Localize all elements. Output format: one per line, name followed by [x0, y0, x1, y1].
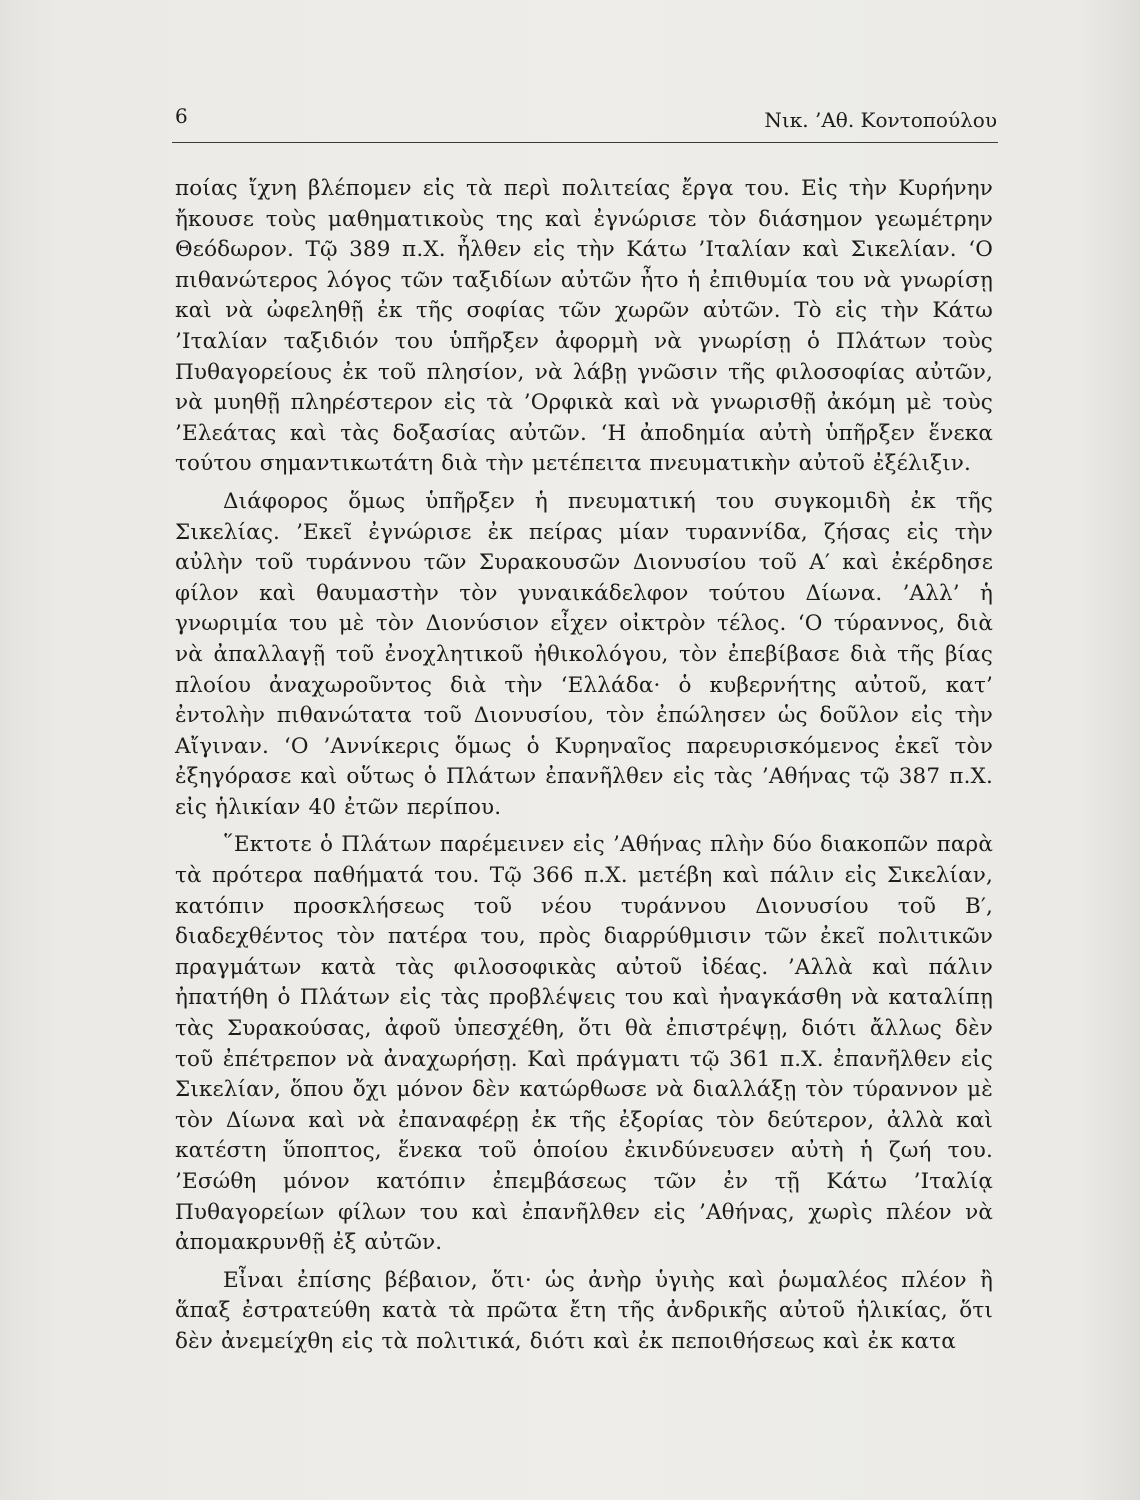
page-number: 6	[175, 104, 188, 128]
paragraph-2: Διάφορος ὅμως ὑπῆρξεν ἡ πνευματική του συγκομιδὴ ἐκ τῆς Σικελίας. ’Εκεῖ ἐγνώρισε ἐκ πείρας μίαν τυραννίδα, ζήσας εἰς τὴν αὐλὴν τοῦ τυράννου τῶν Συρακουσῶν Διονυσίου τοῦ Α′ καὶ ἐκέρδησε φίλον καὶ θαυμαστὴν τὸν γυναικάδελφον τούτου Δίωνα. ’Αλλ’ ἡ γνωριμία του μὲ τὸν Διονύσιον εἶχεν οἰκτρὸν τέλος. ‘Ο τύραννος, διὰ νὰ ἀπαλλαγῇ τοῦ ἐνοχλητικοῦ ἠθικολόγου, τὸν ἐπεβίβασε διὰ τῆς βίας πλοίου ἀναχωροῦντος διὰ τὴν ‘Ελλάδα· ὁ κυβερνήτης αὐτοῦ, κατ’ ἐντολὴν πιθανώτατα τοῦ Διονυσίου, τὸν ἐπώλησεν ὡς δοῦλον εἰς τὴν Αἴγιναν. ‘Ο ’Αννίκερις ὅμως ὁ Κυρηναῖος παρευρισκόμενος ἐκεῖ τὸν ἐξηγόρασε καὶ οὕτως ὁ Πλάτων ἐπανῆλθεν εἰς τὰς ’Αθήνας τῷ 387 π.Χ. εἰς ἡλικίαν 40 ἐτῶν περίπου.	[175, 488, 993, 820]
header-rule	[172, 142, 998, 143]
paragraph-1: ποίας ἴχνη βλέπομεν εἰς τὰ περὶ πολιτείας ἔργα του. Εἰς τὴν Κυρήνην ἤκουσε τοὺς μαθηματικοὺς της καὶ ἐγνώρισε τὸν διάσημον γεωμέτρην Θεόδωρον. Τῷ 389 π.Χ. ἦλθεν εἰς τὴν Κάτω ’Ιταλίαν καὶ Σικελίαν. ‘Ο πιθανώτερος λόγος τῶν ταξιδίων αὐτῶν ἦτο ἡ ἐπιθυμία του νὰ γνωρίσῃ καὶ νὰ ὠφεληθῇ ἐκ τῆς σοφίας τῶν χωρῶν αὐτῶν. Τὸ εἰς τὴν Κάτω ’Ιταλίαν ταξιδιόν του ὑπῆρξεν ἀφορμὴ νὰ γνωρίσῃ ὁ Πλάτων τοὺς Πυθαγορείους ἐκ τοῦ πλησίον, νὰ λάβῃ γνῶσιν τῆς φιλοσοφίας αὐτῶν, νὰ μυηθῇ πληρέστερον εἰς τὰ ’Ορφικὰ καὶ νὰ γνωρισθῇ ἀκόμη μὲ τοὺς ’Ελεάτας καὶ τὰς δοξασίας αὐτῶν. ‘Η ἀποδημία αὐτὴ ὑπῆρξεν ἕνεκα τούτου σημαντικωτάτη διὰ τὴν μετέπειτα πνευματικὴν αὐτοῦ ἐξέλιξιν.	[175, 176, 993, 477]
running-head	[175, 104, 997, 138]
body-text	[175, 174, 993, 1365]
paragraph-4: Εἶναι ἐπίσης βέβαιον, ὅτι· ὡς ἀνὴρ ὑγιὴς καὶ ῥωμαλέος πλέον ἢ ἅπαξ ἐστρατεύθη κατὰ τὰ πρῶτα ἔτη τῆς ἀνδρικῆς αὐτοῦ ἡλικίας, ὅτι δὲν ἀνεμείχθη εἰς τὰ πολιτικά, διότι καὶ ἐκ πεποιθήσεως καὶ ἐκ κατα	[175, 1267, 993, 1354]
running-title: Νικ. ’Αθ. Κοντοπούλου	[764, 108, 997, 132]
paragraph-3: ῞Εκτοτε ὁ Πλάτων παρέμεινεν εἰς ’Αθήνας πλὴν δύο διακοπῶν παρὰ τὰ πρότερα παθήματά του. Τῷ 366 π.Χ. μετέβη καὶ πάλιν εἰς Σικελίαν, κατόπιν προσκλήσεως τοῦ νέου τυράννου Διονυσίου τοῦ Β′, διαδεχθέντος τὸν πατέρα του, πρὸς διαρρύθμισιν τῶν ἐκεῖ πολιτικῶν πραγμάτων κατὰ τὰς φιλοσοφικὰς αὐτοῦ ἰδέας. ’Αλλὰ καὶ πάλιν ἠπατήθη ὁ Πλάτων εἰς τὰς προβλέψεις του καὶ ἠναγκάσθη νὰ καταλίπῃ τὰς Συρακούσας, ἀφοῦ ὑπεσχέθη, ὅτι θὰ ἐπιστρέψῃ, διότι ἄλλως δὲν τοῦ ἐπέτρεπον νὰ ἀναχωρήσῃ. Καὶ πράγματι τῷ 361 π.Χ. ἐπανῆλθεν εἰς Σικελίαν, ὅπου ὄχι μόνον δὲν κατώρθωσε νὰ διαλλάξῃ τὸν τύραννον μὲ τὸν Δίωνα καὶ νὰ ἐπαναφέρῃ ἐκ τῆς ἐξορίας τὸν δεύτερον, ἀλλὰ καὶ κατέστη ὕποπτος, ἕνεκα τοῦ ὁποίου ἐκινδύνευσεν αὐτὴ ἡ ζωή του. ’Εσώθη μόνον κατόπιν ἐπεμβάσεως τῶν ἐν τῇ Κάτω ’Ιταλίᾳ Πυθαγορείων φίλων του καὶ ἐπανῆλθεν εἰς ’Αθήνας, χωρὶς πλέον νὰ ἀπομακρυνθῇ ἐξ αὐτῶν.	[175, 832, 993, 1256]
